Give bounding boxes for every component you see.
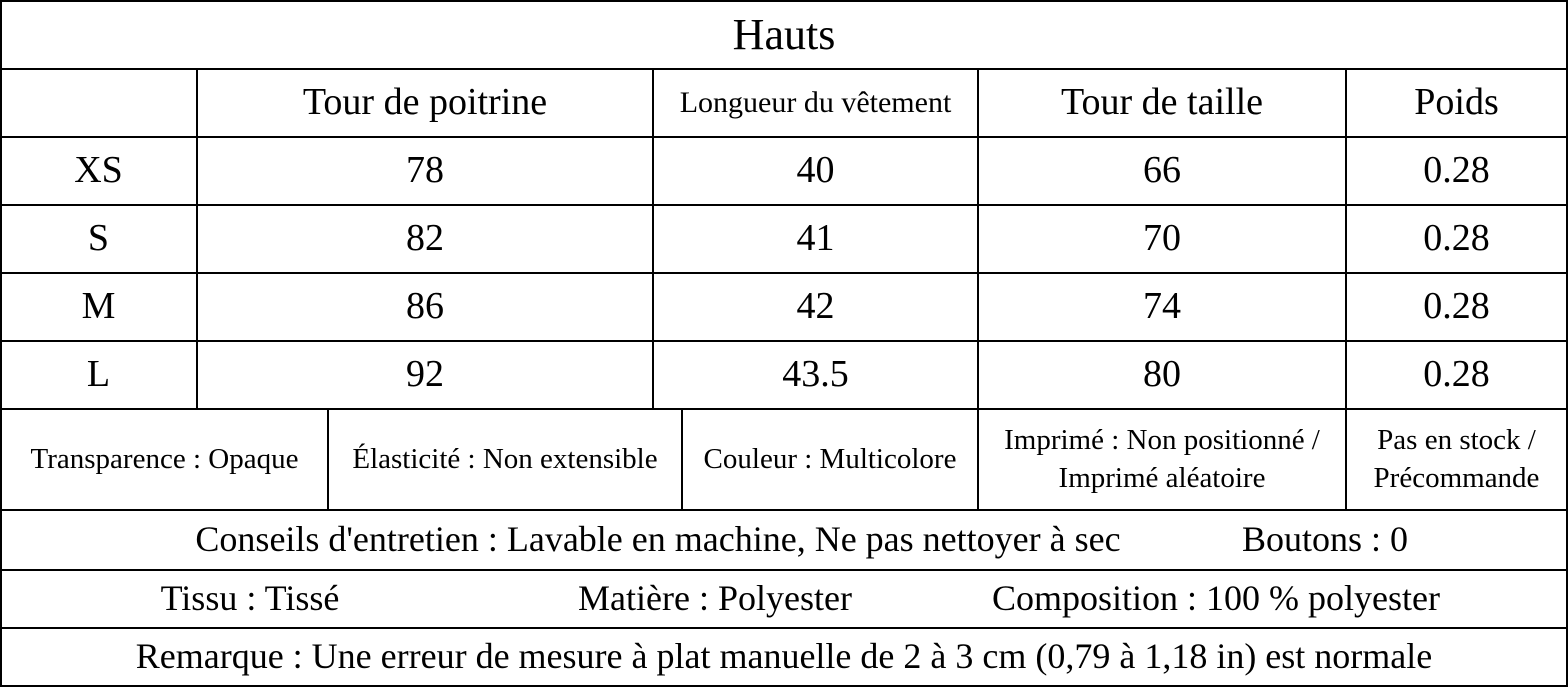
table-cell: 74 [1143,285,1181,328]
header-waist: Tour de taille [1060,81,1264,124]
table-cell: 41 [796,217,835,260]
attribute-transparency: Transparence : Opaque [30,442,299,475]
table-title: Hauts [732,9,836,59]
measurement-remark: Remarque : Une erreur de mesure à plat manuelle de 2 à 3 cm (0,79 à 1,18 in) est normale [135,636,1433,677]
table-cell: 0.28 [1423,217,1490,260]
table-cell: 86 [406,285,444,328]
attribute-print: Imprimé : Non positionné / Imprimé aléatoire [1004,423,1320,494]
buttons-count: Boutons : 0 [1241,519,1409,560]
header-corner [0,70,197,136]
size-label: M [81,285,116,328]
table-cell: 80 [1143,353,1181,396]
size-label: S [87,217,110,260]
material: Matière : Polyester [578,578,852,619]
header-weight: Poids [1414,81,1499,124]
care-instructions: Conseils d'entretien : Lavable en machine, Ne pas nettoyer à sec [195,519,1121,560]
table-cell: 78 [406,149,444,192]
fabric-type: Tissu : Tissé [160,578,340,619]
table-cell: 0.28 [1423,149,1490,192]
attribute-color: Couleur : Multicolore [703,442,957,475]
size-label: XS [74,149,123,192]
header-length: Longueur du vêtement [679,85,952,119]
table-cell: 42 [796,285,835,328]
table-cell: 92 [406,353,444,396]
table-cell: 0.28 [1423,285,1490,328]
size-label: L [86,353,111,396]
table-cell: 0.28 [1423,353,1490,396]
composition: Composition : 100 % polyester [992,578,1440,619]
table-cell: 66 [1143,149,1181,192]
table-cell: 43.5 [782,353,849,396]
header-chest: Tour de poitrine [302,81,548,124]
table-cell: 82 [406,217,444,260]
table-cell: 40 [796,149,835,192]
attribute-stock: Pas en stock / Précommande [1373,423,1540,494]
table-cell: 70 [1143,217,1181,260]
attribute-elasticity: Élasticité : Non extensible [352,442,658,475]
